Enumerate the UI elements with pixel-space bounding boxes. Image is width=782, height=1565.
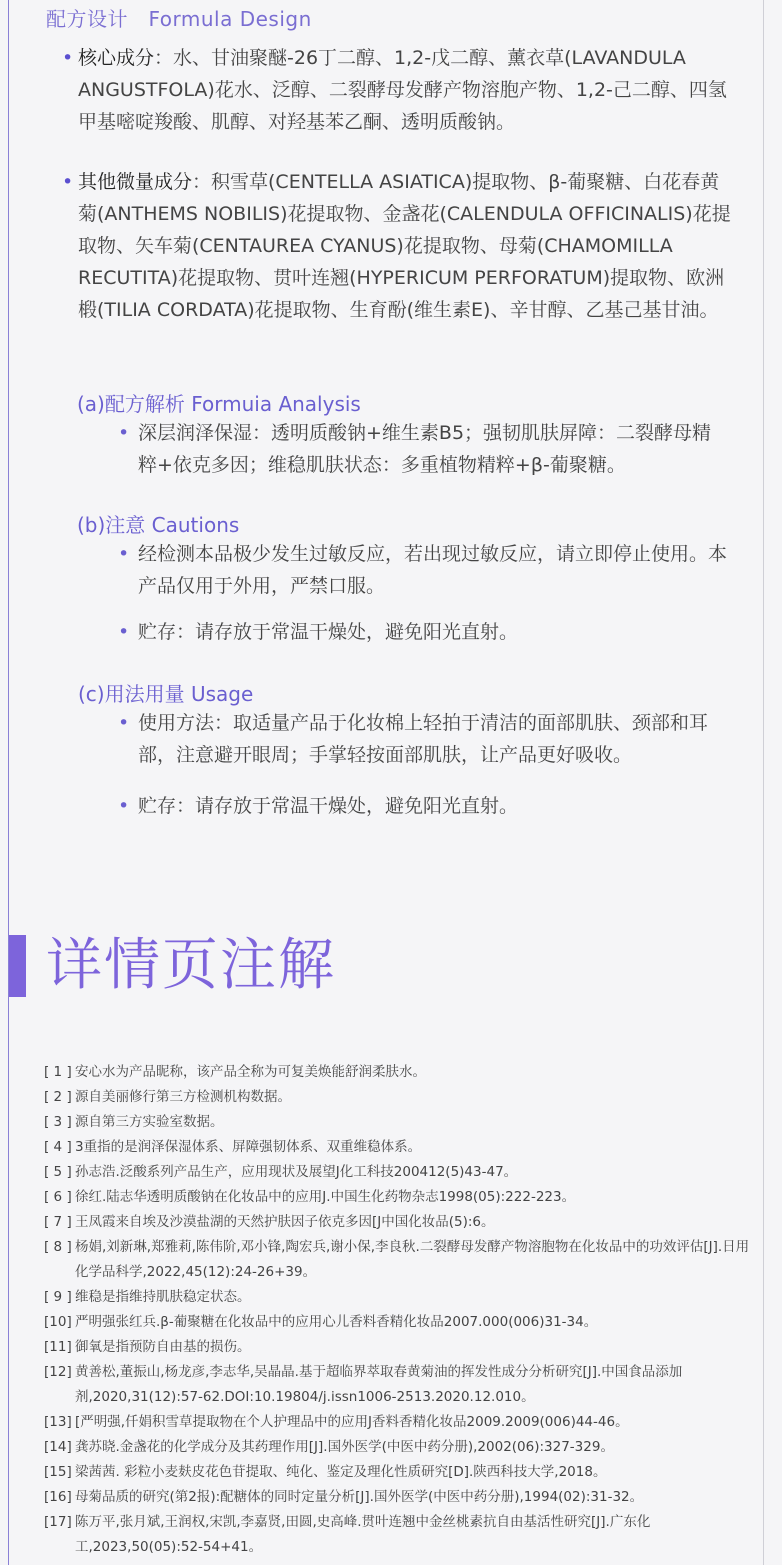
bullet-dot-icon: •: [118, 543, 130, 565]
left-frame-line: [8, 0, 9, 1565]
usage-item: [118, 707, 728, 771]
reference-text: [严明强,仟娟积雪草提取物在个人护理品中的应用J香料香精化妆品2009.2009(006)44-46。: [75, 1414, 629, 1430]
reference-number: [14]: [44, 1439, 72, 1455]
reference-text: 孙志浩.泛酸系列产品生产，应用现状及展望J化工科技200412(5)43-47。: [75, 1164, 518, 1180]
reference-number: [17]: [44, 1514, 72, 1530]
reference-text: 严明强张红兵.β-葡聚糖在化妆品中的应用心儿香料香精化妆品2007.000(006)31-34。: [75, 1314, 598, 1330]
notes-heading: 详情页注解: [46, 933, 336, 998]
reference-item: [44, 1135, 756, 1160]
reference-text: 王凤霞来自埃及沙漠盐湖的天然护肤因子依克多因[J中国化妆品(5):6。: [75, 1214, 495, 1230]
reference-text: 龚苏晓.金盏花的化学成分及其药理作用[J].国外医学(中医中药分册),2002(06):327-329。: [75, 1439, 614, 1455]
reference-item: [44, 1460, 756, 1485]
reference-number: [ 6 ]: [44, 1189, 72, 1205]
caution-item: [118, 538, 728, 602]
analysis-item-text: 深层润泽保湿：透明质酸钠+维生素B5；强韧肌肤屏障：二裂酵母精粹+依克多因；维稳肌肤状态：多重植物精粹+β-葡聚糖。: [138, 422, 712, 476]
reference-number: [ 5 ]: [44, 1164, 72, 1180]
reference-item: [44, 1435, 756, 1460]
reference-number: [13]: [44, 1414, 72, 1430]
reference-item: [44, 1410, 756, 1435]
caution-item: [118, 616, 728, 648]
core-ingredients: [62, 42, 732, 138]
reference-text: 安心水为产品昵称，该产品全称为可复美焕能舒润柔肤水。: [75, 1064, 426, 1080]
reference-text: 御氧是指预防自由基的损伤。: [75, 1339, 251, 1355]
reference-list: [44, 1060, 756, 1560]
reference-item: [44, 1085, 756, 1110]
reference-text: 母菊品质的研究(第2报):配糖体的同时定量分析[J].国外医学(中医中药分册),1994(02):31-32。: [75, 1489, 644, 1505]
other-ingredients-text: ：积雪草(CENTELLA ASIATICA)提取物、β-葡聚糖、白花春黄菊(ANTHEMS NOBILIS)花提取物、金盏花(CALENDULA OFFICINALIS)花提取物、矢车菊(CENTAUREA CYANUS)花提取物、母菊(CHAMOMILLA RECUTITA)花提取物、贯叶连翘(HYPERICUM PERFORATUM)提取物、欧洲椴(TILIA CORDATA)花提取物、生育酚(维生素E)、辛甘醇、乙基己基甘油。: [78, 171, 731, 321]
usage-title: (c)用法用量 Usage: [78, 682, 254, 706]
reference-number: [ 4 ]: [44, 1139, 72, 1155]
reference-item: [44, 1185, 756, 1210]
bullet-dot-icon: •: [62, 47, 74, 69]
reference-number: [12]: [44, 1364, 72, 1380]
reference-text: 维稳是指维持肌肤稳定状态。: [75, 1289, 251, 1305]
cautions-title: (b)注意 Cautions: [77, 513, 240, 537]
bullet-dot-icon: •: [118, 621, 130, 643]
reference-number: [ 3 ]: [44, 1114, 72, 1130]
reference-item: [44, 1210, 756, 1235]
reference-number: [ 1 ]: [44, 1064, 72, 1080]
reference-text: 陈万平,张月斌,王润权,宋凯,李嘉贤,田圆,史高峰.贯叶连翘中金丝桃素抗自由基活性研究[J].广东化工,2023,50(05):52-54+41。: [75, 1514, 651, 1555]
reference-item: [44, 1110, 756, 1135]
reference-text: 徐红.陆志华透明质酸钠在化妆品中的应用J.中国生化药物杂志1998(05):222-223。: [75, 1189, 576, 1205]
reference-number: [16]: [44, 1489, 72, 1505]
reference-text: 梁茜茜. 彩粒小麦麸皮花色苷提取、纯化、鉴定及理化性质研究[D].陕西科技大学,2018。: [75, 1464, 607, 1480]
bullet-dot-icon: •: [118, 795, 130, 817]
core-ingredients-text: ：水、甘油聚醚-26丁二醇、1,2-戊二醇、薰衣草(LAVANDULA ANGUSTFOLA)花水、泛醇、二裂酵母发酵产物溶胞产物、1,2-己二醇、四氢甲基嘧啶羧酸、肌醇、对羟基苯乙酮、透明质酸钠。: [78, 47, 727, 133]
reference-text: 源自第三方实验室数据。: [75, 1114, 224, 1130]
reference-item: [44, 1335, 756, 1360]
reference-item: [44, 1285, 756, 1310]
reference-number: [10]: [44, 1314, 72, 1330]
analysis-title: (a)配方解析 Formuia Analysis: [77, 392, 361, 416]
caution-item-text: 经检测本品极少发生过敏反应，若出现过敏反应，请立即停止使用。本产品仅用于外用，严禁口服。: [138, 543, 728, 597]
usage-item-text: 贮存：请存放于常温干燥处，避免阳光直射。: [138, 795, 519, 817]
reference-text: 源自美丽修行第三方检测机构数据。: [75, 1089, 291, 1105]
reference-item: [44, 1510, 756, 1560]
other-ingredients: [62, 166, 732, 326]
reference-text: 3重指的是润泽保湿体系、屏障强韧体系、双重维稳体系。: [75, 1139, 422, 1155]
reference-number: [ 8 ]: [44, 1239, 72, 1255]
bullet-dot-icon: •: [118, 712, 130, 734]
reference-text: 黄善松,董振山,杨龙彦,李志华,吴晶晶.基于超临界萃取春黄菊油的挥发性成分分析研究[J].中国食品添加剂,2020,31(12):57-62.DOI:10.19804/j.issn1006-2513.2020.12.010。: [75, 1364, 683, 1405]
usage-item: [118, 790, 728, 822]
notes-accent-bar: [9, 935, 26, 997]
reference-number: [ 7 ]: [44, 1214, 72, 1230]
reference-item: [44, 1160, 756, 1185]
reference-item: [44, 1060, 756, 1085]
reference-item: [44, 1310, 756, 1335]
other-ingredients-label: 其他微量成分: [78, 171, 193, 193]
formula-section-title: 配方设计 Formula Design: [46, 7, 312, 31]
core-ingredients-label: 核心成分: [78, 47, 155, 69]
reference-text: 杨娟,刘新琳,郑雅莉,陈伟阶,邓小锋,陶宏兵,谢小保,李良秋.二裂酵母发酵产物溶胞物在化妆品中的功效评估[J].日用化学品科学,2022,45(12):24-26+39。: [75, 1239, 750, 1280]
reference-number: [ 9 ]: [44, 1289, 72, 1305]
reference-number: [ 2 ]: [44, 1089, 72, 1105]
caution-item-text: 贮存：请存放于常温干燥处，避免阳光直射。: [138, 621, 519, 643]
reference-item: [44, 1235, 756, 1285]
analysis-item: [118, 417, 728, 481]
right-frame-line: [763, 0, 764, 1565]
bullet-dot-icon: •: [118, 422, 130, 444]
reference-number: [15]: [44, 1464, 72, 1480]
reference-item: [44, 1360, 756, 1410]
bullet-dot-icon: •: [62, 171, 74, 193]
reference-item: [44, 1485, 756, 1510]
usage-item-text: 使用方法：取适量产品于化妆棉上轻拍于清洁的面部肌肤、颈部和耳部，注意避开眼周；手掌轻按面部肌肤，让产品更好吸收。: [138, 712, 709, 766]
reference-number: [11]: [44, 1339, 72, 1355]
